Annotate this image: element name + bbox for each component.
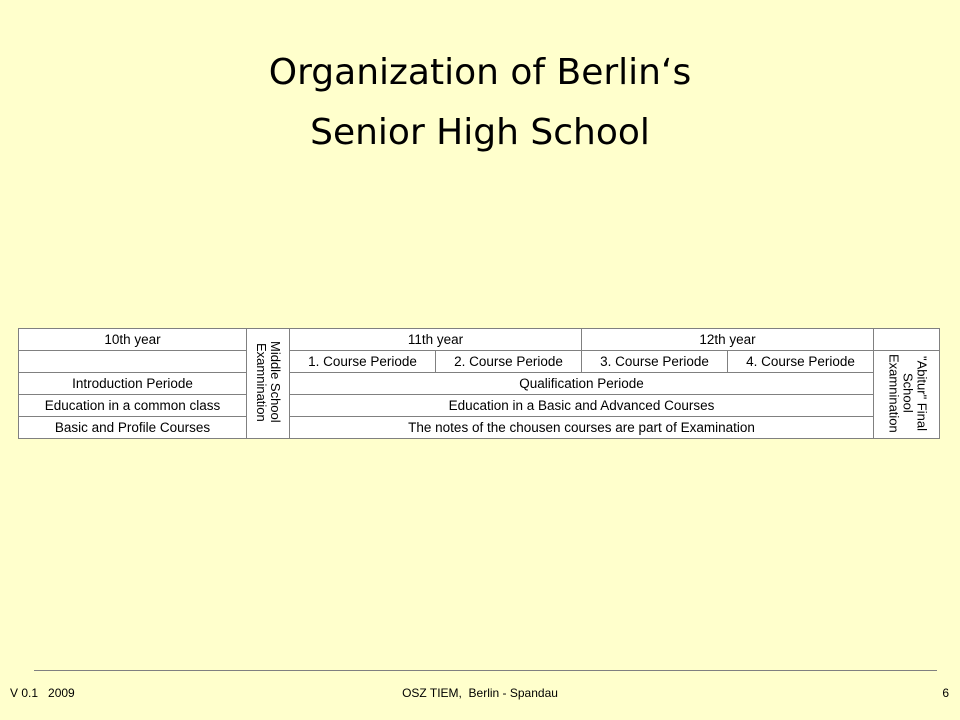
course-period-2: 2. Course Periode (436, 351, 582, 373)
slide-title-line-1: Organization of Berlin‘s (268, 52, 692, 93)
row-courses-left: Basic and Profile Courses (19, 417, 247, 439)
final-exam-label: "Abitur" Final School Examnination (886, 353, 930, 433)
course-period-3: 3. Course Periode (582, 351, 728, 373)
middle-school-exam-label: Middle School Examnination (254, 341, 283, 423)
year10-color-cell (19, 351, 247, 373)
row-periode-right: Qualification Periode (290, 373, 874, 395)
header-11th-year: 11th year (290, 329, 582, 351)
final-exam-cell (874, 351, 940, 439)
middle-school-exam-cell (247, 329, 290, 439)
footer-organization: OSZ TIEM, Berlin - Spandau (402, 686, 558, 700)
slide-title-line-2: Senior High School (310, 112, 650, 153)
school-organization-table (18, 328, 940, 439)
footer-version: V 0.1 2009 (10, 686, 75, 700)
course-period-4: 4. Course Periode (728, 351, 874, 373)
footer-page-number: 6 (942, 686, 949, 700)
course-period-1: 1. Course Periode (290, 351, 436, 373)
header-final-blank (874, 329, 940, 351)
row-periode-left: Introduction Periode (19, 373, 247, 395)
header-10th-year: 10th year (19, 329, 247, 351)
row-education-left: Education in a common class (19, 395, 247, 417)
row-courses-right: The notes of the chousen courses are part of Examination (290, 417, 874, 439)
header-12th-year: 12th year (582, 329, 874, 351)
row-education-right: Education in a Basic and Advanced Courses (290, 395, 874, 417)
footer-divider (34, 670, 937, 671)
